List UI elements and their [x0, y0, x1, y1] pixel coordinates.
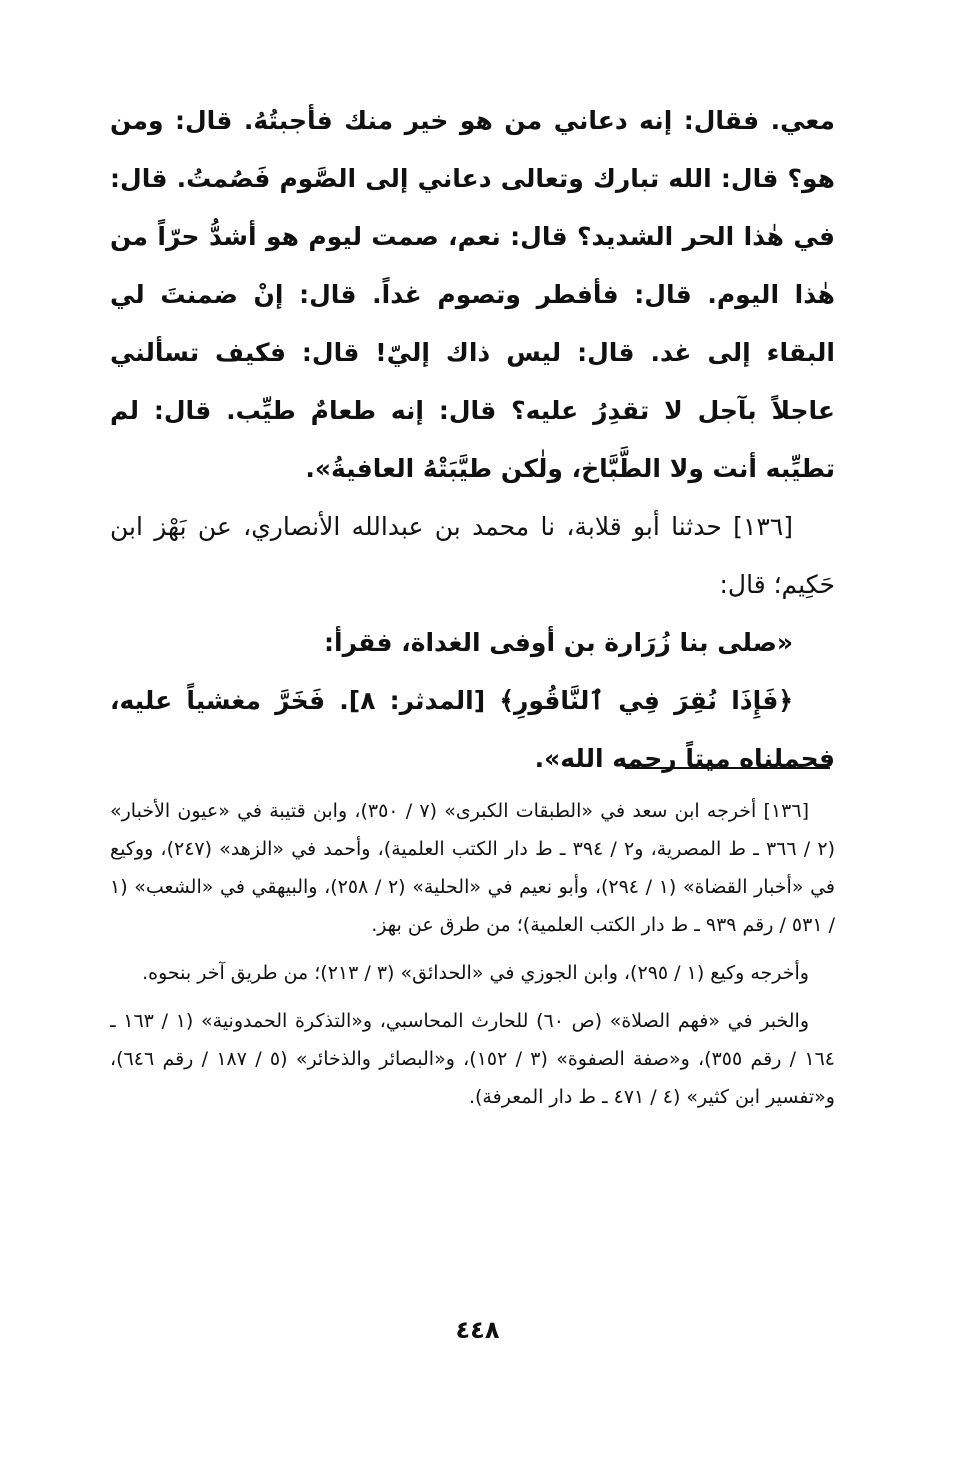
page-number: ٤٤٨ — [455, 1316, 500, 1344]
isnad-paragraph — [110, 498, 835, 614]
footnote-sources: والخبر في «فهم الصلاة» (ص ٦٠) للحارث المحاسبي، و«التذكرة الحمدونية» (١ / ١٦٣ ـ ١٦٤ / رقم ٣٥٥)، و«صفة الصفوة» (٣ / ١٥٢)، و«البصائر والذخائر» (٥ / ١٨٧ / رقم ٦٤٦)، و«تفسير ابن كثير» (٤ / ٤٧١ ـ ط دار المعرفة). — [110, 1010, 835, 1108]
footnote-separator — [625, 767, 830, 769]
quran-verse-paragraph: ﴿فَإِذَا نُقِرَ فِي ٱلنَّاقُورِ﴾ [المدثر: ٨]. فَخَرَّ مغشياً عليه، فحملناه ميتاً رحمه الله». — [110, 686, 835, 773]
footnote-other-route: وأخرجه وكيع (١ / ٢٩٥)، وابن الجوزي في «الحدائق» (٣ / ٢١٣)؛ من طريق آخر بنحوه. — [142, 962, 809, 984]
narration-paragraph: معي. فقال: إنه دعاني من هو خير منك فأجبتُهُ. قال: ومن هو؟ قال: الله تبارك وتعالى دعاني إلى الصَّوم فَصُمتُ. قال: في هٰذا الحر الشديد؟ قال: نعم، صمت ليوم هو أشدُّ حرّاً من هٰذا اليوم. قال: فأفطر وتصوم غداً. قال: إنْ ضمنتَ لي البقاء إلى غد. قال: ليس ذاك إليّ! قال: فكيف تسألني عاجلاً بآجل لا تقدِرُ عليه؟ قال: إنه طعامٌ طيِّب. قال: لم تطيِّبه أنت ولا الطَّبَّاخ، ولٰكن طيَّبَتْهُ العافيةُ». — [110, 106, 835, 483]
footnotes — [110, 792, 835, 1126]
isnad-text: حدثنا أبو قلابة، نا محمد بن عبدالله الأنصاري، عن بَهْز ابن حَكِيم؛ قال: — [110, 512, 835, 599]
main-text — [110, 92, 835, 788]
footnote-takhrij: [١٣٦] أخرجه ابن سعد في «الطبقات الكبرى» (٧ / ٣٥٠)، وابن قتيبة في «عيون الأخبار» (٢ / ٣٦٦ ـ ط المصرية، و٢ / ٣٩٤ ـ ط دار الكتب العلمية)، وأحمد في «الزهد» (٢٤٧)، ووكيع في «أخبار القضاة» (١ / ٢٩٤)، وأبو نعيم في «الحلية» (٢ / ٢٥٨)، والبيهقي في «الشعب» (١ / ٥٣١ / رقم ٩٣٩ ـ ط دار الكتب العلمية)؛ من طرق عن بهز. — [110, 800, 836, 936]
hadith-number: [١٣٦] — [733, 512, 793, 541]
matn-intro: «صلى بنا زُرَارة بن أوفى الغداة، فقرأ: — [324, 628, 793, 657]
